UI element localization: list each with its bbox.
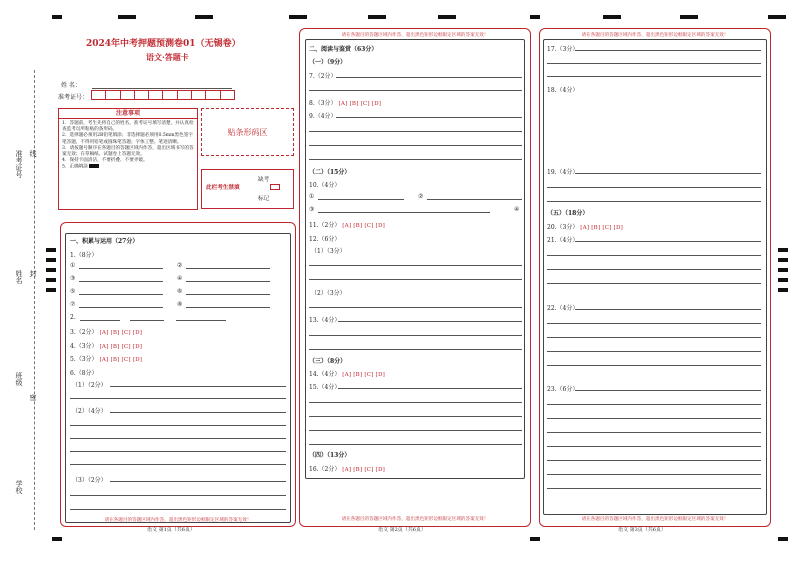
- q1-blank-4[interactable]: [186, 281, 270, 282]
- q1-blank-3-num: ③: [70, 275, 76, 282]
- q17-line[interactable]: [575, 50, 761, 51]
- q12a-line[interactable]: [309, 265, 522, 266]
- q23-line[interactable]: [547, 418, 761, 419]
- q1-blank-6[interactable]: [186, 294, 270, 295]
- q1-blank-5-num: ⑤: [70, 288, 76, 295]
- reg-mark: [778, 288, 788, 292]
- filled-sample: [89, 164, 99, 168]
- q20-label: 20.（3分） [A] [B] [C] [D]: [547, 224, 624, 231]
- q9-label: 9.（4分）: [309, 113, 337, 120]
- q6c-label: （3）（2分）: [72, 477, 107, 484]
- q20-options[interactable]: [A] [B] [C] [D]: [580, 225, 624, 231]
- q6b-line[interactable]: [70, 464, 286, 465]
- reg-mark: [195, 15, 213, 19]
- q10-c4: ④: [514, 206, 520, 213]
- warning-2-bottom: 请在各题目的答题区域内作答，超出黑色矩形边框限定区域的答案无效！: [341, 517, 489, 522]
- q6a-label: （1）（2分）: [72, 382, 107, 389]
- answer-panel-3: [539, 28, 771, 527]
- binding-line: [34, 70, 35, 530]
- q7-line[interactable]: [336, 77, 522, 78]
- notice-item-1: 1．答题前，考生先将自己的姓名，准考证号填写清楚，并认真检查监考员所粘贴的条形码。: [62, 121, 194, 133]
- digit-box[interactable]: [221, 90, 235, 100]
- reg-mark: [778, 278, 788, 282]
- sub-2-title: （二）（15分）: [309, 169, 351, 176]
- q10-blank-3[interactable]: [318, 212, 490, 213]
- q12b-line[interactable]: [309, 307, 522, 308]
- q6a-line[interactable]: [110, 386, 286, 387]
- reg-mark: [778, 248, 788, 252]
- q21-line[interactable]: [575, 241, 761, 242]
- side-line-mark: 线: [29, 150, 37, 157]
- q10-blank-2[interactable]: [427, 199, 522, 200]
- q15-line[interactable]: [309, 444, 522, 445]
- section-2-title: 二、阅读与鉴赏（63分）: [309, 46, 378, 53]
- q15-line[interactable]: [309, 416, 522, 417]
- digit-box[interactable]: [106, 90, 120, 100]
- reg-mark: [368, 15, 386, 19]
- q14-label: 14.（4分） [A] [B] [C] [D]: [309, 371, 386, 378]
- q3-options[interactable]: [A] [B] [C] [D]: [99, 330, 143, 336]
- q1-blank-8[interactable]: [186, 307, 270, 308]
- q19-line[interactable]: [547, 201, 761, 202]
- q14-options[interactable]: [A] [B] [C] [D]: [342, 372, 386, 378]
- q23-line[interactable]: [547, 474, 761, 475]
- digit-box[interactable]: [163, 90, 177, 100]
- q22-line[interactable]: [547, 351, 761, 352]
- q22-label: 22.（4分）: [547, 305, 579, 312]
- reg-mark: [778, 537, 788, 541]
- q3-label: 3.（2分） [A] [B] [C] [D]: [70, 329, 143, 336]
- sub-4-title: （四）（13分）: [309, 452, 351, 459]
- q1-blank-7-num: ⑦: [70, 301, 76, 308]
- q11-label: 11.（2分） [A] [B] [C] [D]: [309, 222, 386, 229]
- footer-page-1: 语文 第1页（共6页）: [147, 527, 195, 533]
- q22-line[interactable]: [547, 365, 761, 366]
- reg-mark: [52, 15, 62, 19]
- digit-box[interactable]: [121, 90, 135, 100]
- q21-line[interactable]: [547, 269, 761, 270]
- absent-mark-label: 缺考: [258, 177, 270, 183]
- page-subtitle: 语文·答题卡: [146, 52, 189, 62]
- q21-line[interactable]: [547, 283, 761, 284]
- side-school-label: 学校: [15, 480, 23, 494]
- footer-page-3: 语文 第3页（共6页）: [618, 527, 666, 533]
- q13-label: 13.（4分）: [309, 317, 341, 324]
- page-title: 2024年中考押题预测卷01（无锡卷）: [86, 39, 241, 49]
- q19-line[interactable]: [547, 187, 761, 188]
- q23-line[interactable]: [547, 488, 761, 489]
- q13-line[interactable]: [309, 349, 522, 350]
- side-class-label: 班级: [15, 372, 23, 386]
- q21-line[interactable]: [547, 255, 761, 256]
- q6b-line[interactable]: [70, 438, 286, 439]
- q23-line[interactable]: [547, 432, 761, 433]
- side-secret-mark: 密: [29, 394, 37, 401]
- reg-mark: [778, 268, 788, 272]
- q17-label: 17.（3分）: [547, 46, 579, 53]
- notice-box: [58, 108, 198, 210]
- q6b-line[interactable]: [70, 451, 286, 452]
- q1-blank-2-num: ②: [177, 262, 183, 269]
- reg-mark: [52, 537, 62, 541]
- absent-mark-label-2: 标记: [258, 196, 270, 202]
- q2-label: 2.: [70, 314, 76, 321]
- q13-line[interactable]: [309, 335, 522, 336]
- digit-box[interactable]: [192, 90, 206, 100]
- q11-options[interactable]: [A] [B] [C] [D]: [342, 223, 386, 229]
- q1-blank-1[interactable]: [79, 268, 163, 269]
- q1-blank-7[interactable]: [79, 307, 163, 308]
- q7-label: 7.（2分）: [309, 73, 337, 80]
- q15-line[interactable]: [338, 388, 522, 389]
- absent-box: [201, 169, 294, 209]
- name-field[interactable]: [92, 88, 232, 89]
- q23-line[interactable]: [547, 446, 761, 447]
- reg-mark: [438, 15, 456, 19]
- q6b-line[interactable]: [110, 412, 286, 413]
- reg-mark: [46, 288, 56, 292]
- q16-options[interactable]: [A] [B] [C] [D]: [342, 467, 386, 473]
- q4-label: 4.（3分） [A] [B] [C] [D]: [70, 343, 143, 350]
- q6b-label: （2）（4分）: [72, 408, 107, 415]
- q2-blank-2[interactable]: [130, 320, 164, 321]
- q1-blank-1-num: ①: [70, 262, 76, 269]
- q23-line[interactable]: [547, 404, 761, 405]
- q10-c3: ③: [309, 206, 315, 213]
- q1-blank-2[interactable]: [186, 268, 270, 269]
- sub-3-title: （三）（8分）: [309, 358, 347, 365]
- q5-label: 5.（3分） [A] [B] [C] [D]: [70, 356, 143, 363]
- digit-box[interactable]: [149, 90, 163, 100]
- q1-blank-8-num: ⑧: [177, 301, 183, 308]
- barcode-label: 贴条形码区: [227, 127, 268, 137]
- q12a-label: （1）（3分）: [311, 248, 346, 255]
- q19-line[interactable]: [575, 173, 761, 174]
- q9-line[interactable]: [336, 117, 522, 118]
- q1-blank-6-num: ⑥: [177, 288, 183, 295]
- section-1-title: 一、积累与运用（27分）: [70, 238, 139, 245]
- digit-box[interactable]: [206, 90, 220, 100]
- digit-box[interactable]: [178, 90, 192, 100]
- q21-label: 21.（4分）: [547, 237, 579, 244]
- q2-blank-1[interactable]: [80, 320, 120, 321]
- q15-line[interactable]: [309, 402, 522, 403]
- q8-label: 8.（3分） [A] [B] [C] [D]: [309, 100, 382, 107]
- notice-item-2: 2．选择题必须用2B铅笔填涂；非选择题必须用0.5mm黑色签字笔答题，不得用铅笔或圆珠笔答题；字体工整、笔迹清晰。: [62, 133, 193, 145]
- digit-box[interactable]: [135, 90, 149, 100]
- reg-mark: [46, 268, 56, 272]
- q22-line[interactable]: [547, 337, 761, 338]
- q6c-line[interactable]: [70, 509, 286, 510]
- q1-label: 1.（8分）: [70, 252, 98, 259]
- side-id-label: 准考证号: [15, 150, 23, 178]
- warning-3-top: 请在各题目的答题区域内作答，超出黑色矩形边框限定区域的答案无效！: [581, 33, 729, 38]
- q10-label: 10.（4分）: [309, 182, 341, 189]
- reg-mark: [46, 258, 56, 262]
- warning-1: 请在各题目的答题区域内作答，超出黑色矩形边框限定区域的答案无效！: [104, 518, 252, 523]
- q23-line[interactable]: [547, 460, 761, 461]
- reg-mark: [768, 15, 786, 19]
- sub-1-title: （一）（9分）: [309, 59, 347, 66]
- q15-line[interactable]: [309, 430, 522, 431]
- absent-label: 此栏考生禁填: [206, 185, 240, 191]
- q23-line[interactable]: [575, 390, 761, 391]
- warning-2-top: 请在各题目的答题区域内作答，超出黑色矩形边框限定区域的答案无效！: [341, 33, 489, 38]
- q10-c2: ②: [418, 193, 424, 200]
- notice-title: 注意事项: [59, 109, 197, 119]
- q7-line[interactable]: [309, 90, 522, 91]
- name-label: 姓 名：: [61, 82, 81, 89]
- notice-item-4: 4．保持卡面清洁，不要折叠、不要弄破。: [62, 158, 148, 164]
- digit-box[interactable]: [91, 90, 106, 100]
- q23-label: 23.（6分）: [547, 386, 579, 393]
- q8-options[interactable]: [A] [B] [C] [D]: [338, 101, 382, 107]
- q17-line[interactable]: [547, 76, 761, 77]
- footer-page-2: 语文 第2页（共6页）: [378, 527, 426, 533]
- q12a-line[interactable]: [309, 279, 522, 280]
- sub-5-title: （五）（18分）: [547, 210, 589, 217]
- reg-mark: [118, 15, 136, 19]
- q2-blank-3[interactable]: [176, 320, 226, 321]
- reg-mark: [680, 15, 698, 19]
- q9-line[interactable]: [309, 145, 522, 146]
- q13-line[interactable]: [338, 321, 522, 322]
- absent-checkbox[interactable]: [270, 184, 280, 190]
- q9-line[interactable]: [309, 159, 522, 160]
- warning-3-bottom: 请在各题目的答题区域内作答，超出黑色矩形边框限定区域的答案无效！: [581, 517, 729, 522]
- side-seal-mark: 封: [29, 270, 37, 277]
- q15-label: 15.（4分）: [309, 384, 341, 391]
- reg-mark: [289, 15, 307, 19]
- notice-item-3: 3．请按题号顺序在各题目的答题区域内作答，超出区域书写的答案无效；在草稿纸、试题卷上答题无效。: [62, 145, 194, 158]
- exam-id-label: 准考证号：: [58, 94, 89, 101]
- q22-line[interactable]: [575, 309, 761, 310]
- q6-label: 6.（8分）: [70, 370, 98, 377]
- q1-blank-5[interactable]: [79, 294, 163, 295]
- barcode-area: [201, 108, 294, 156]
- q12b-label: （2）（3分）: [311, 290, 346, 297]
- q6a-line[interactable]: [70, 398, 286, 399]
- reg-mark: [46, 248, 56, 252]
- reg-mark: [603, 15, 621, 19]
- q10-blank-1[interactable]: [318, 199, 404, 200]
- q12-label: 12.（6分）: [309, 236, 341, 243]
- q17-line[interactable]: [547, 63, 761, 64]
- section-3-box: [543, 39, 767, 515]
- q16-label: 16.（2分） [A] [B] [C] [D]: [309, 466, 386, 473]
- reg-mark: [46, 278, 56, 282]
- reg-mark: [530, 15, 540, 19]
- q10-c1: ①: [309, 193, 315, 200]
- q5-options[interactable]: [A] [B] [C] [D]: [99, 357, 143, 363]
- q1-blank-3[interactable]: [79, 281, 163, 282]
- q9-line[interactable]: [309, 131, 522, 132]
- reg-mark: [778, 258, 788, 262]
- q22-line[interactable]: [547, 323, 761, 324]
- q19-label: 19.（4分）: [547, 169, 579, 176]
- reg-mark: [530, 537, 540, 541]
- q6c-line[interactable]: [110, 481, 286, 482]
- q18-label: 18.（4分）: [547, 87, 579, 94]
- q4-options[interactable]: [A] [B] [C] [D]: [99, 344, 143, 350]
- notice-item-5: 5．正确填涂: [62, 164, 194, 171]
- q6b-line[interactable]: [70, 425, 286, 426]
- q6c-line[interactable]: [70, 495, 286, 496]
- exam-id-boxes[interactable]: [91, 90, 235, 100]
- q1-blank-4-num: ④: [177, 275, 183, 282]
- side-name-label: 姓名: [15, 270, 23, 284]
